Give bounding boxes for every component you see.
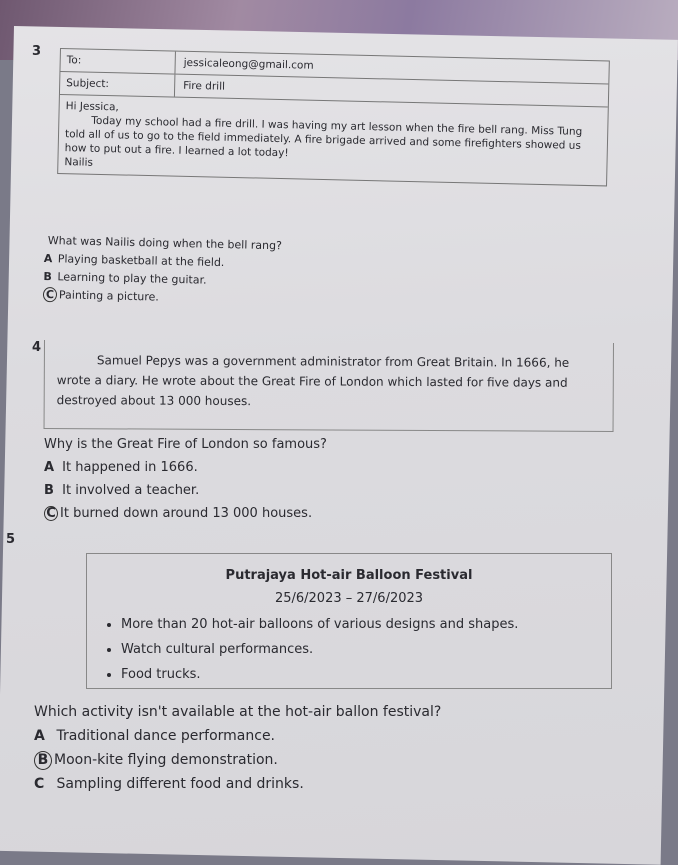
q4-option-c[interactable]: C It burned down around 13 000 houses. (44, 502, 327, 525)
email-to-value: jessicaleong@gmail.com (183, 56, 314, 72)
q3-option-b[interactable]: B Learning to play the guitar. (43, 269, 207, 287)
festival-activity: • Watch cultural performances. (121, 637, 611, 662)
question-4-number: 4 (32, 340, 42, 355)
festival-activities (87, 612, 611, 687)
question-5-block (34, 700, 441, 796)
answer-circle: C (43, 287, 57, 302)
question-5-number: 5 (6, 532, 16, 547)
question-3-options (43, 250, 225, 308)
answer-circle: B (34, 751, 52, 770)
email-signature: Nailis (64, 156, 94, 169)
email-table (57, 48, 610, 186)
festival-activity: • More than 20 hot-air balloons of various designs and shapes. (121, 612, 611, 637)
question-5-text: Which activity isn't available at the hot-air ballon festival? (34, 704, 442, 720)
question-4-block (44, 433, 327, 525)
answer-circle: C (44, 506, 58, 521)
passage-text: Samuel Pepys was a government administrator from Great Britain. In 1666, he wrote a diary. He wrote about the Great Fire of London which lasted for five days and destroyed about 13 000 houses. (56, 353, 570, 409)
festival-date: 25/6/2023 – 27/6/2023 (274, 591, 424, 606)
email-subject-value: Fire drill (183, 79, 226, 93)
festival-activity: • Food trucks. (121, 662, 611, 687)
email-greeting: Hi Jessica, (65, 100, 119, 114)
question-3-number: 3 (32, 44, 42, 59)
festival-title: Putrajaya Hot-air Balloon Festival (225, 568, 473, 583)
q5-option-b[interactable]: B Moon-kite flying demonstration. (34, 748, 441, 772)
q4-option-b[interactable]: B It involved a teacher. (44, 483, 200, 498)
email-to-label: To: (60, 49, 175, 74)
q4-option-a[interactable]: A It happened in 1666. (44, 460, 198, 475)
passage-box (44, 340, 614, 432)
festival-notice (86, 553, 612, 689)
email-message: Today my school had a fire drill. I was having my art lesson when the fire bell rang. Miss Tung told all of us to go to the field immediately. A fire brigade arrived and some firefighters showed us how to put out a fire. I learned a lot today! (64, 114, 583, 160)
email-body (58, 95, 608, 185)
q5-option-a[interactable]: A Traditional dance performance. (34, 728, 276, 744)
question-4-text: Why is the Great Fire of London so famous? (44, 437, 327, 452)
q3-option-a[interactable]: A Playing basketball at the field. (43, 251, 225, 270)
q5-option-c[interactable]: C Sampling different food and drinks. (34, 776, 304, 792)
q3-option-c[interactable]: C Painting a picture. (43, 286, 224, 308)
question-3-text: What was Nailis doing when the bell rang? (47, 234, 283, 253)
email-subject-label: Subject: (60, 72, 175, 97)
